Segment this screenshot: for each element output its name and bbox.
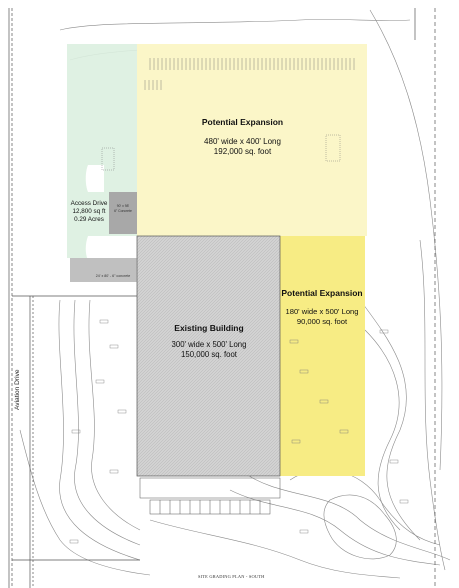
north-expansion-dimensions: 480' wide x 400' Long	[204, 137, 281, 146]
concrete-pad-spec: 6" Concrete	[114, 209, 132, 213]
east-expansion-area-text: 90,000 sq. foot	[296, 317, 348, 326]
existing-building-title: Existing Building	[174, 323, 244, 333]
concrete-apron-label: 24' x 80' - 6" concrete	[95, 274, 131, 278]
access-drive-acres: 0.29 Acres	[74, 216, 104, 223]
access-drive-title: Access Drive	[70, 200, 108, 207]
road-label: Aviation Drive	[14, 369, 21, 410]
east-expansion-dimensions: 180' wide x 500' Long	[285, 307, 359, 316]
east-expansion-title: Potential Expansion	[281, 288, 363, 298]
loading-stalls	[140, 478, 280, 514]
concrete-pad-size: 90' x 98'	[116, 204, 130, 208]
north-expansion-title: Potential Expansion	[201, 117, 284, 127]
north-expansion-area-text: 192,000 sq. foot	[213, 147, 272, 156]
sheet-title: SITE GRADING PLAN - SOUTH	[198, 574, 265, 579]
existing-building-dimensions: 300' wide x 500' Long	[171, 340, 247, 349]
existing-building-area-text: 150,000 sq. foot	[181, 350, 237, 359]
access-drive-area-text: 12,800 sq ft	[72, 208, 106, 215]
